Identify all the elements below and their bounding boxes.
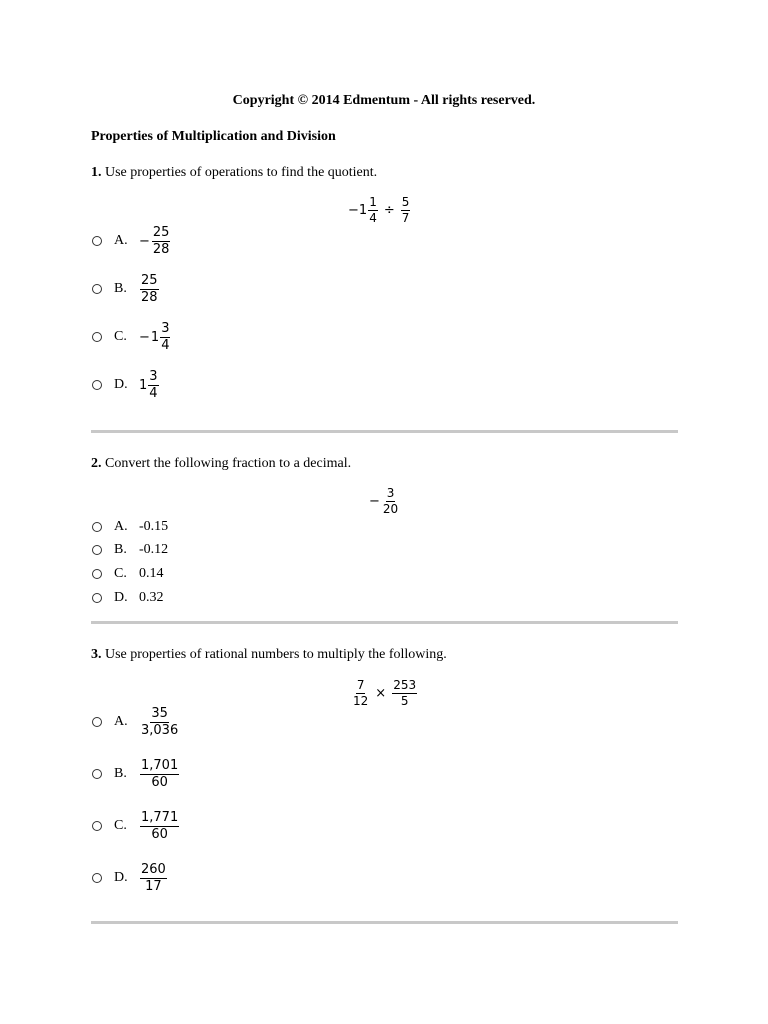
denominator: 28 [141,289,158,305]
radio-button[interactable] [92,332,102,342]
option-value [139,707,180,737]
radio-button[interactable] [92,284,102,294]
radio-button[interactable] [92,821,102,831]
minus-sign: − [139,233,150,249]
option-value [139,322,171,352]
radio-button[interactable] [92,545,102,555]
question-text: Use properties of rational numbers to multiply the following. [105,647,447,662]
option-3a[interactable] [91,707,180,737]
minus-sign: − [369,493,380,509]
section-divider [91,430,678,433]
option-value [139,759,180,789]
denominator: 28 [152,241,170,257]
section-divider [91,621,678,624]
option-1a[interactable] [91,226,171,256]
numerator: 5 [401,195,410,209]
numerator: 25 [141,273,158,288]
whole-number: 1 [358,202,368,218]
option-2b[interactable] [91,542,168,558]
question-3-expression [351,679,418,707]
numerator: 7 [356,678,365,692]
option-value: -0.12 [139,542,169,557]
radio-button[interactable] [92,380,102,390]
option-letter: D. [114,590,128,605]
numerator: 25 [152,225,170,240]
option-value: 0.32 [139,590,164,605]
section-divider [91,921,678,924]
minus-sign: − [139,329,150,345]
denominator: 4 [161,337,170,353]
numerator: 1,701 [141,758,179,773]
option-2a[interactable] [91,519,168,535]
numerator: 1,771 [141,810,179,825]
numerator: 253 [393,678,417,692]
fraction [152,226,171,256]
option-1c[interactable] [91,322,171,352]
denominator: 60 [151,774,168,790]
radio-button[interactable] [92,569,102,579]
numerator: 3 [149,369,158,384]
copyright-notice: Copyright © 2014 Edmentum - All rights reserved. [232,93,536,108]
option-2d[interactable] [91,590,164,606]
fraction [382,487,399,515]
option-value [139,863,168,893]
denominator: 20 [382,501,399,516]
fraction [352,679,369,707]
option-letter: A. [114,714,128,730]
denominator: 12 [353,693,369,708]
numerator: 260 [141,862,166,877]
option-letter: B. [114,281,127,297]
option-letter: D. [114,870,128,886]
numerator: 1 [369,195,377,209]
numerator: 3 [161,321,170,336]
option-3c[interactable] [91,811,180,841]
option-3d[interactable] [91,863,168,893]
divide-sign: ÷ [383,202,395,218]
fraction [140,707,179,737]
question-text: Use properties of operations to find the quotient. [105,165,378,180]
denominator: 5 [400,693,409,708]
question-text: Convert the following fraction to a decimal. [105,456,352,471]
denominator: 4 [369,210,377,225]
fraction [392,679,417,707]
fraction [160,322,170,352]
denominator: 3,036 [141,722,179,738]
option-letter: D. [114,377,128,393]
option-value [139,811,180,841]
option-2c[interactable] [91,566,164,582]
option-value: 0.14 [139,566,164,581]
radio-button[interactable] [92,769,102,779]
question-3-prompt [91,647,447,663]
option-letter: C. [114,818,127,834]
radio-button[interactable] [92,236,102,246]
option-letter: B. [114,766,127,782]
numerator: 3 [386,486,395,500]
whole-number: 1 [150,329,160,345]
question-1-expression [348,196,411,224]
option-letter: C. [114,566,127,581]
option-value [139,226,171,256]
option-value: -0.15 [139,519,169,534]
fraction [140,811,179,841]
denominator: 7 [401,210,410,225]
option-1b[interactable] [91,274,160,304]
fraction [368,196,378,224]
question-number: 2. [91,456,102,471]
denominator: 17 [145,878,162,894]
fraction [401,196,411,224]
page-title: Properties of Multiplication and Division [91,129,336,144]
option-1d[interactable] [91,370,160,400]
option-value [139,274,160,304]
option-3b[interactable] [91,759,180,789]
question-2-prompt [91,456,351,472]
radio-button[interactable] [92,717,102,727]
whole-number: 1 [139,377,148,393]
question-2-expression [369,487,400,515]
option-value [139,370,160,400]
denominator: 60 [151,826,168,842]
option-letter: C. [114,329,127,345]
option-letter: B. [114,542,127,557]
fraction [140,863,167,893]
option-letter: A. [114,519,128,534]
fraction [140,759,179,789]
option-letter: A. [114,233,128,249]
fraction [148,370,158,400]
minus-sign: − [348,202,359,218]
denominator: 4 [149,385,158,401]
multiply-sign: × [375,685,387,701]
question-number: 1. [91,165,102,180]
radio-button[interactable] [92,593,102,603]
radio-button[interactable] [92,522,102,532]
question-1-prompt [91,165,377,181]
fraction [140,274,159,304]
radio-button[interactable] [92,873,102,883]
question-number: 3. [91,647,102,662]
numerator: 35 [151,706,168,721]
